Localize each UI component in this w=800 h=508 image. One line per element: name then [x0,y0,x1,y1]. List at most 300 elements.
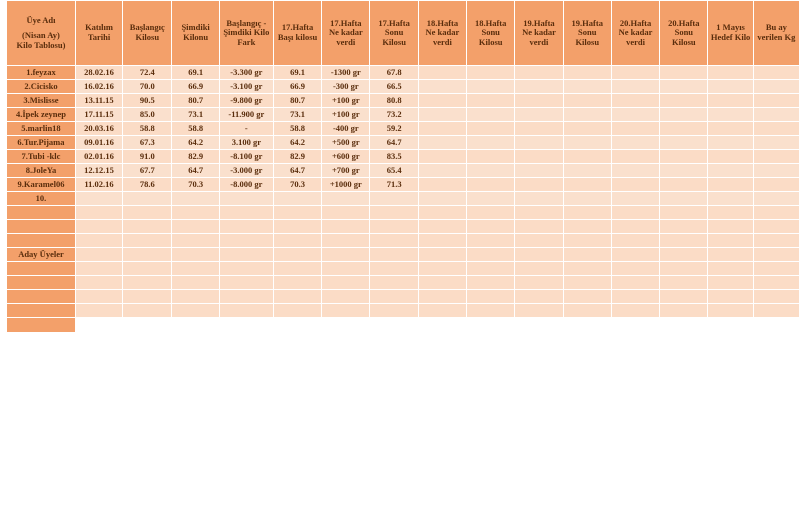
table-row [7,192,800,206]
table-cell: 85.0 [123,108,172,122]
empty-cell [563,276,611,290]
table-cell: +100 gr [322,108,370,122]
table-cell [708,122,753,136]
table-cell [753,108,799,122]
column-header-week18-end: 18.Hafta Sonu Kilosu [467,1,515,66]
table-cell [753,66,799,80]
empty-cell [753,206,799,220]
empty-cell [753,220,799,234]
empty-cell [322,220,370,234]
table-cell: 67.3 [123,136,172,150]
empty-cell [611,262,659,276]
spacer-row [7,234,800,248]
empty-cell [219,290,273,304]
table-cell: 67.7 [123,164,172,178]
empty-cell [273,276,321,290]
table-cell: 80.7 [273,94,321,108]
empty-cell [418,276,466,290]
table-cell [418,66,466,80]
empty-cell [708,276,753,290]
empty-cell [172,262,219,276]
empty-cell [370,206,418,220]
table-cell: 73.2 [370,108,418,122]
table-cell [563,150,611,164]
empty-cell [75,262,122,276]
empty-cell [708,206,753,220]
member-name-cell: 6.Tur.Pijama [7,136,76,150]
aday-empty-row [7,262,800,276]
table-cell [467,178,515,192]
table-cell: 82.9 [273,150,321,164]
table-cell [123,192,172,206]
table-cell [708,66,753,80]
column-header-week20-end: 20.Hafta Sonu Kilosu [660,1,708,66]
table-cell [708,80,753,94]
table-cell [515,164,563,178]
empty-name-cell [7,290,76,304]
empty-cell [563,234,611,248]
table-cell [563,178,611,192]
table-cell [219,192,273,206]
empty-cell [660,262,708,276]
table-cell [172,192,219,206]
empty-name-cell [7,276,76,290]
table-cell [611,178,659,192]
table-cell: 11.02.16 [75,178,122,192]
table-cell [515,192,563,206]
table-cell: 69.1 [172,66,219,80]
empty-cell [418,220,466,234]
table-cell: 64.7 [172,164,219,178]
table-cell: 73.1 [172,108,219,122]
weight-table-sheet [6,0,800,333]
table-cell: -1300 gr [322,66,370,80]
empty-cell [322,276,370,290]
table-cell [467,94,515,108]
table-row [7,136,800,150]
table-cell: -9.800 gr [219,94,273,108]
empty-cell [563,262,611,276]
spacer-row [7,220,800,234]
column-header-week18-change: 18.Hafta Ne kadar verdi [418,1,466,66]
table-cell [611,164,659,178]
spacer-row [7,206,800,220]
table-cell [563,80,611,94]
table-cell: +700 gr [322,164,370,178]
empty-cell [370,290,418,304]
table-cell: 12.12.15 [75,164,122,178]
table-cell: 70.3 [172,178,219,192]
table-row [7,66,800,80]
empty-cell [418,290,466,304]
table-cell: 09.01.16 [75,136,122,150]
empty-cell [515,248,563,262]
table-cell: 64.2 [273,136,321,150]
empty-cell [123,276,172,290]
column-header-week17-start: 17.Hafta Başı kilosu [273,1,321,66]
member-name-cell: 7.Tubi -klc [7,150,76,164]
header-line-1: Üye Adı [26,14,56,25]
empty-cell [322,304,370,318]
empty-cell [515,206,563,220]
empty-cell [611,206,659,220]
empty-cell [753,304,799,318]
empty-cell [219,276,273,290]
empty-cell [370,234,418,248]
column-header-week17-change: 17.Hafta Ne kadar verdi [322,1,370,66]
table-cell: 72.4 [123,66,172,80]
table-cell [708,108,753,122]
table-cell: 64.7 [370,136,418,150]
empty-cell [123,220,172,234]
empty-cell [563,304,611,318]
empty-cell [753,234,799,248]
table-cell [273,192,321,206]
empty-cell [370,276,418,290]
empty-cell [753,276,799,290]
column-header-week20-change: 20.Hafta Ne kadar verdi [611,1,659,66]
table-cell [611,80,659,94]
member-name-cell: 2.Cicisko [7,80,76,94]
table-row [7,122,800,136]
table-cell: +500 gr [322,136,370,150]
table-cell [660,108,708,122]
empty-cell [219,262,273,276]
empty-cell [370,220,418,234]
empty-cell [219,206,273,220]
table-cell [660,94,708,108]
column-header-target-weight: 1 Mayıs Hedef Kilo [708,1,753,66]
column-header-join-date: Katılım Tarihi [75,1,122,66]
table-cell [563,66,611,80]
table-cell [660,150,708,164]
member-name-cell: 3.Mislisse [7,94,76,108]
empty-cell [322,248,370,262]
member-name-cell: 1.feyzax [7,66,76,80]
table-cell [515,80,563,94]
empty-cell [322,262,370,276]
empty-cell [273,290,321,304]
empty-cell [753,248,799,262]
empty-cell [75,304,122,318]
table-cell [708,164,753,178]
header-line-2: (Nisan Ay) [22,30,60,41]
empty-name-cell [7,234,76,248]
table-cell: -3.100 gr [219,80,273,94]
table-cell: 17.11.15 [75,108,122,122]
empty-cell [611,304,659,318]
empty-cell [611,276,659,290]
table-cell [753,164,799,178]
empty-cell [322,234,370,248]
table-cell: 58.8 [172,122,219,136]
empty-cell [563,220,611,234]
table-cell: 90.5 [123,94,172,108]
table-cell: - [219,122,273,136]
empty-cell [273,262,321,276]
empty-name-cell [7,304,76,318]
table-cell: 58.8 [273,122,321,136]
table-cell [418,108,466,122]
table-cell [708,192,753,206]
empty-cell [172,234,219,248]
table-cell [660,136,708,150]
table-cell: +600 gr [322,150,370,164]
table-cell [515,136,563,150]
table-cell [708,150,753,164]
empty-cell [563,206,611,220]
table-cell: 66.9 [273,80,321,94]
table-cell [467,150,515,164]
table-cell: 64.2 [172,136,219,150]
aday-uyeler-row [7,248,800,262]
table-cell [660,164,708,178]
empty-cell [467,262,515,276]
table-cell [660,192,708,206]
table-cell [563,94,611,108]
table-body [7,66,800,333]
empty-cell [660,248,708,262]
column-header-month-loss: Bu ay verilen Kg [753,1,799,66]
table-cell [418,150,466,164]
empty-cell [467,290,515,304]
empty-cell [123,206,172,220]
empty-cell [172,248,219,262]
weight-table [6,0,800,333]
empty-cell [172,304,219,318]
empty-cell [515,234,563,248]
empty-cell [322,206,370,220]
table-cell: +100 gr [322,94,370,108]
table-cell [515,122,563,136]
empty-cell [660,234,708,248]
table-cell: 73.1 [273,108,321,122]
table-row [7,94,800,108]
member-name-cell: 4.İpek zeynep [7,108,76,122]
empty-cell [370,248,418,262]
empty-cell [611,290,659,304]
empty-cell [418,248,466,262]
empty-cell [219,248,273,262]
empty-cell [563,290,611,304]
table-cell [370,192,418,206]
table-cell [660,66,708,80]
empty-name-cell [7,262,76,276]
empty-cell [563,248,611,262]
empty-cell [467,248,515,262]
table-cell [418,192,466,206]
empty-cell [123,248,172,262]
table-cell: -400 gr [322,122,370,136]
empty-cell [172,276,219,290]
aday-empty-row [7,304,800,318]
table-cell [753,80,799,94]
table-cell: -3.300 gr [219,66,273,80]
empty-cell [660,220,708,234]
member-name-cell: 10. [7,192,76,206]
table-cell [660,122,708,136]
empty-cell [75,276,122,290]
aday-uyeler-label: Aday Üyeler [7,248,76,262]
table-cell: 78.6 [123,178,172,192]
table-cell [563,192,611,206]
empty-cell [418,206,466,220]
empty-cell [611,248,659,262]
table-cell: 82.9 [172,150,219,164]
table-cell: 13.11.15 [75,94,122,108]
table-cell: 64.7 [273,164,321,178]
aday-empty-row [7,276,800,290]
footer-band-row [7,318,800,333]
table-cell [753,94,799,108]
empty-cell [467,304,515,318]
empty-cell [611,220,659,234]
table-cell [467,192,515,206]
table-cell [515,94,563,108]
empty-cell [708,220,753,234]
empty-cell [219,304,273,318]
table-cell: -300 gr [322,80,370,94]
table-cell [563,164,611,178]
empty-cell [753,290,799,304]
table-row [7,164,800,178]
column-header-weight-diff: Başlangıç - Şimdiki Kilo Fark [219,1,273,66]
table-cell [467,122,515,136]
table-row [7,80,800,94]
empty-cell [418,262,466,276]
table-cell [660,178,708,192]
table-cell [467,80,515,94]
table-cell: -11.900 gr [219,108,273,122]
member-name-cell: 5.marlin18 [7,122,76,136]
table-row [7,178,800,192]
table-cell: 20.03.16 [75,122,122,136]
table-cell [753,136,799,150]
empty-cell [219,234,273,248]
empty-cell [467,206,515,220]
footer-band-cell [7,318,76,333]
table-cell [322,192,370,206]
table-cell [515,66,563,80]
table-cell [753,122,799,136]
empty-cell [273,206,321,220]
table-cell [611,192,659,206]
empty-cell [370,262,418,276]
table-cell: -8.100 gr [219,150,273,164]
table-cell: 80.7 [172,94,219,108]
empty-cell [172,206,219,220]
empty-cell [660,290,708,304]
table-cell [708,94,753,108]
table-cell: 71.3 [370,178,418,192]
empty-cell [515,290,563,304]
empty-cell [75,248,122,262]
table-cell: 58.8 [123,122,172,136]
table-cell: 28.02.16 [75,66,122,80]
empty-cell [467,276,515,290]
empty-name-cell [7,220,76,234]
empty-cell [123,304,172,318]
table-cell [611,108,659,122]
aday-empty-row [7,290,800,304]
column-header-week17-end: 17.Hafta Sonu Kilosu [370,1,418,66]
empty-cell [418,234,466,248]
table-cell [467,66,515,80]
table-cell [753,150,799,164]
table-cell [75,192,122,206]
column-header-week19-end: 19.Hafta Sonu Kilosu [563,1,611,66]
empty-cell [708,234,753,248]
empty-cell [515,220,563,234]
table-cell: 66.5 [370,80,418,94]
table-cell [418,94,466,108]
empty-cell [708,304,753,318]
empty-cell [467,234,515,248]
table-cell [418,136,466,150]
table-cell: 67.8 [370,66,418,80]
empty-cell [753,262,799,276]
table-cell [467,136,515,150]
empty-cell [660,304,708,318]
empty-cell [123,290,172,304]
table-cell: 83.5 [370,150,418,164]
empty-cell [515,276,563,290]
empty-cell [708,290,753,304]
empty-cell [172,290,219,304]
empty-cell [172,220,219,234]
table-cell [753,178,799,192]
empty-cell [75,290,122,304]
member-name-cell: 8.JoleYa [7,164,76,178]
header-line-3: Kilo Tablosu) [16,39,66,50]
table-cell: -3.000 gr [219,164,273,178]
empty-cell [515,304,563,318]
table-cell: -8.000 gr [219,178,273,192]
table-cell [418,164,466,178]
empty-cell [219,220,273,234]
table-cell [611,136,659,150]
empty-cell [75,220,122,234]
empty-cell [708,262,753,276]
table-cell [611,94,659,108]
table-cell: +1000 gr [322,178,370,192]
empty-cell [123,234,172,248]
table-cell [515,178,563,192]
table-row [7,108,800,122]
table-cell: 69.1 [273,66,321,80]
empty-cell [515,262,563,276]
table-cell: 70.0 [123,80,172,94]
table-cell [708,136,753,150]
table-cell: 91.0 [123,150,172,164]
table-cell: 65.4 [370,164,418,178]
table-cell [563,108,611,122]
table-cell [753,192,799,206]
table-cell [467,108,515,122]
empty-cell [708,248,753,262]
empty-cell [418,304,466,318]
empty-cell [75,206,122,220]
empty-cell [660,276,708,290]
table-cell [660,80,708,94]
table-cell [708,178,753,192]
column-header-start-weight: Başlangıç Kilosu [123,1,172,66]
table-header [7,1,800,66]
header-row [7,1,800,66]
empty-cell [660,206,708,220]
column-header-current-weight: Şimdiki Kilonu [172,1,219,66]
table-cell: 59.2 [370,122,418,136]
